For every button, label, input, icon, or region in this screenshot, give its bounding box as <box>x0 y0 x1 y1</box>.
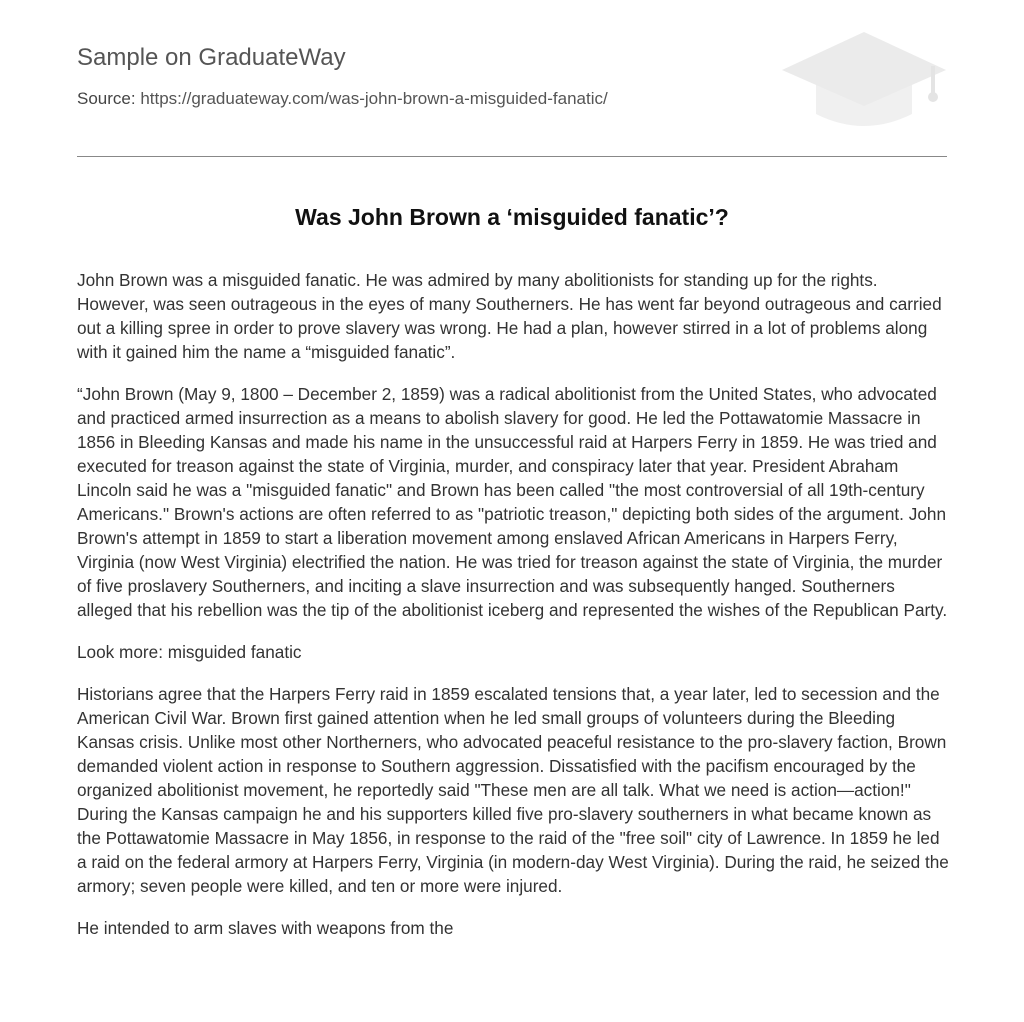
paragraph: “John Brown (May 9, 1800 – December 2, 1859) was a radical abolitionist from the United States, who advocated and practiced armed insurrection as a means to abolish slavery for good. He led the Pottawatomie Massacre in 1856 in Bleeding Kansas and made his name in the unsuccessful raid at Harpers Ferry in 1859. He was tried and executed for treason against the state of Virginia, murder, and conspiracy later that year. President Abraham Lincoln said he was a "misguided fanatic" and Brown has been called "the most controversial of all 19th-century Americans." Brown's actions are often referred to as "patriotic treason," depicting both sides of the argument. John Brown's attempt in 1859 to start a liberation movement among enslaved African Americans in Harpers Ferry, Virginia (now West Virginia) electrified the nation. He was tried for treason against the state of Virginia, the murder of five proslavery Southerners, and inciting a slave insurrection and was subsequently hanged. Southerners alleged that his rebellion was the tip of the abolitionist iceberg and represented the wishes of the Republican Party. <box>77 384 948 620</box>
look-more-label: Look more: <box>77 642 163 662</box>
source-line <box>77 89 608 109</box>
site-title: Sample on GraduateWay <box>77 44 346 71</box>
look-more-link[interactable]: misguided fanatic <box>167 642 302 662</box>
source-label: Source: <box>77 89 136 108</box>
source-link[interactable]: https://graduateway.com/was-john-brown-a-misguided-fanatic/ <box>140 89 608 108</box>
page-header <box>77 0 947 157</box>
article-body <box>77 268 949 958</box>
paragraph: John Brown was a misguided fanatic. He was admired by many abolitionists for standing up for the rights. However, was seen outrageous in the eyes of many Southerners. He has went far beyond outrageous and carried out a killing spree in order to prove slavery was wrong. He had a plan, however stirred in a lot of problems along with it gained him the name a “misguided fanatic”. <box>77 270 942 362</box>
look-more <box>77 640 949 664</box>
article-title: Was John Brown a ‘misguided fanatic’? <box>295 204 729 230</box>
paragraph: Historians agree that the Harpers Ferry raid in 1859 escalated tensions that, a year later, led to secession and the American Civil War. Brown first gained attention when he led small groups of volunteers during the Bleeding Kansas crisis. Unlike most other Northerners, who advocated peaceful resistance to the pro-slavery faction, Brown demanded violent action in response to Southern aggression. Dissatisfied with the pacifism encouraged by the organized abolitionist movement, he reportedly said "These men are all talk. What we need is action—action!" During the Kansas campaign he and his supporters killed five pro-slavery southerners in what became known as the Pottawatomie Massacre in May 1856, in response to the raid of the "free soil" city of Lawrence. In 1859 he led a raid on the federal armory at Harpers Ferry, Virginia (in modern-day West Virginia). During the raid, he seized the armory; seven people were killed, and ten or more were injured. <box>77 684 949 896</box>
graduation-cap-icon <box>782 30 947 132</box>
paragraph: He intended to arm slaves with weapons from the <box>77 918 454 938</box>
